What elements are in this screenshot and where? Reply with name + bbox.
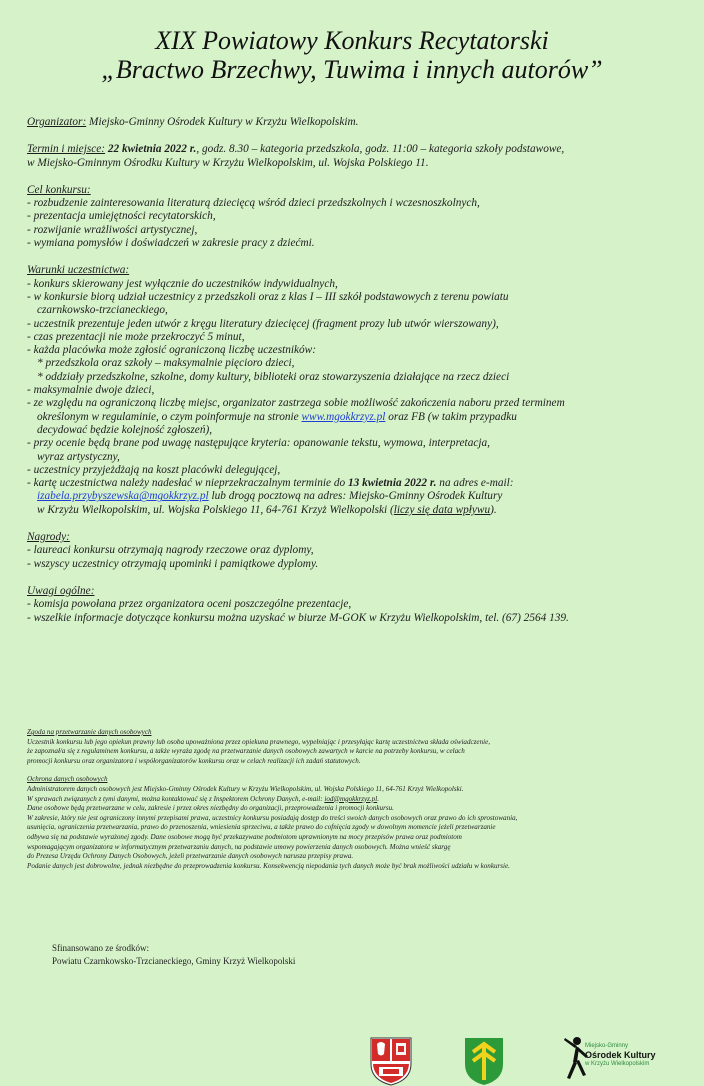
protection-line: Dane osobowe będą przetwarzane w celu, zakresie i przez okres niezbędny do organizacji, przeprowadzenia i promocji konkursu. [27, 804, 394, 813]
goal-item: - wymiana pomysłów i doświadczeń w zakresie pracy z dziećmi. [27, 237, 315, 250]
protection-heading: Ochrona danych osobowych [27, 775, 108, 784]
condition-line: * przedszkola oraz szkoły – maksymalnie pięcioro dzieci, [37, 357, 295, 370]
condition-line: w Krzyżu Wielkopolskim, ul. Wojska Polskiego 11, 64-761 Krzyż Wielkopolski ( [37, 503, 394, 516]
conditions-section [27, 264, 692, 517]
protection-line: usunięcia, ograniczenia przetwarzania, prawo do przenoszenia, wniesienia sprzeciwu, a także prawo do cofnięcia zgody w dowolnym momencie jeżeli przetwarzanie [27, 823, 496, 832]
postmark-note: liczy się data wpływu [393, 503, 491, 516]
consent-line: że zapoznał/a się z regulaminem konkursu, a także wyraża zgodę na przetwarzanie danych osobowych zawartych w karcie na potrzeby konkursu, w celach [27, 747, 465, 756]
title-line-1: XIX Powiatowy Konkurs Recytatorski [155, 26, 549, 55]
funding-note [52, 942, 295, 968]
mgok-logo [563, 1036, 668, 1086]
funding-line-1: Sfinansowano ze środków: [52, 943, 149, 953]
protection-line: Administratorem danych osobowych jest Miejsko-Gminny Ośrodek Kultury w Krzyżu Wielkopolskim, ul. Wojska Polskiego 11, 64-761 Krzyż Wielkopolski. [27, 784, 464, 793]
condition-line: - maksymalnie dwoje dzieci, [27, 384, 155, 397]
iod-email-link[interactable]: iod@mgokkrzyz.pl [324, 794, 378, 803]
condition-line: określonym w regulaminie, o czym poinformuje na stronie [37, 410, 302, 423]
prize-item: - wszyscy uczestnicy otrzymają upominki i pamiątkowe dyplomy. [27, 557, 319, 570]
title-line-2: „Bractwo Brzechwy, Tuwima i innych autorów” [101, 55, 603, 84]
prize-item: - laureaci konkursu otrzymają nagrody rzeczowe oraz dyplomy, [27, 544, 314, 557]
condition-line: - każda placówka może zgłosić ograniczoną liczbę uczestników: [27, 344, 316, 357]
protection-line: do Prezesa Urzędu Ochrony Danych Osobowych, jeżeli przetwarzanie danych osobowych narusza przepisy prawa. [27, 852, 354, 861]
mgok-logo-line-3: w Krzyżu Wielkopolskim [585, 1061, 650, 1067]
mgok-logo-line-1: Miejsko-Gminny [585, 1043, 629, 1049]
condition-line: - ze względu na ograniczoną liczbę miejsc, organizator zastrzega sobie możliwość zakończenia naboru przed terminem [27, 397, 565, 410]
term-rest: , godz. 8.30 – kategoria przedszkola, godz. 11:00 – kategoria szkoły podstawowe, [196, 143, 565, 156]
condition-line: - przy ocenie będą brane pod uwagę następujące kryteria: opanowanie tekstu, wymowa, interpretacja, [27, 437, 490, 450]
municipality-coat-of-arms-logo [463, 1036, 505, 1086]
general-heading: Uwagi ogólne: [27, 584, 95, 597]
county-coat-of-arms-logo [369, 1036, 413, 1086]
goal-item: - prezentacja umiejętności recytatorskich, [27, 210, 216, 223]
term-label: Termin i miejsce: [27, 143, 106, 156]
mgok-logo-line-2: Ośrodek Kultury [585, 1050, 656, 1060]
conditions-heading: Warunki uczestnictwa: [27, 264, 130, 277]
condition-line: - uczestnik prezentuje jeden utwór z kręgu literatury dziecięcej (fragment prozy lub utwór wierszowany), [27, 317, 499, 330]
general-section [27, 585, 692, 625]
funding-line-2: Powiatu Czarnkowsko-Trzcianeckiego, Gminy Krzyż Wielkopolski [52, 956, 296, 966]
consent-line: Uczestnik konkursu lub jego opiekun prawny lub osoba upoważniona przez opiekuna prawnego, wypełniając i przesyłając kartę uczestnictwa składa oświadczenie, [27, 737, 491, 746]
deadline-date: 13 kwietnia 2022 r. [347, 477, 437, 490]
condition-line: - uczestnicy przyjeżdżają na koszt placówki delegującej, [27, 463, 281, 476]
protection-line: W sprawach związanych z tymi danymi, można kontaktować się z Inspektorem Ochrony Danych, e-mail: [27, 794, 325, 803]
organizer-section [27, 116, 692, 129]
condition-line: ). [490, 503, 497, 516]
term-section [27, 143, 692, 170]
organizer-text: Miejsko-Gminny Ośrodek Kultury w Krzyżu Wielkopolskim. [86, 116, 359, 128]
goal-item: - rozwijanie wrażliwości artystycznej, [27, 223, 198, 236]
condition-line: czarnkowsko-trzcianeckiego, [37, 304, 168, 317]
main-content [27, 116, 692, 639]
consent-line: promocji konkursu oraz organizatora i współorganizatorów konkursu oraz w celach realizacji ich zadań statutowych. [27, 756, 361, 765]
term-date: 22 kwietnia 2022 r. [107, 143, 197, 156]
condition-line: * oddziały przedszkolne, szkolne, domy kultury, biblioteki oraz stowarzyszenia działające na rzecz dzieci [37, 370, 510, 383]
consent-heading: Zgoda na przetwarzanie danych osobowych [27, 728, 152, 736]
condition-line: wyraz artystyczny, [37, 450, 120, 463]
condition-line: decydować będzie kolejność zgłoszeń), [37, 423, 213, 436]
protection-line: wspomagającym organizatora w informatycznym przetwarzaniu danych, na podstawie umowy powierzenia danych osobowych. Można wnieść skargę [27, 842, 451, 851]
goal-section [27, 184, 692, 250]
protection-line: Podanie danych jest dobrowolne, jednak niezbędne do przeprowadzenia konkursu. Konsekwencją niepodania tych danych może być brak możliwości udziału w konkursie. [27, 861, 510, 870]
condition-line: oraz FB (w takim przypadku [385, 410, 517, 423]
email-link[interactable]: izabela.przybyszewska@mgokkrzyz.pl [37, 490, 209, 503]
condition-line: - czas prezentacji nie może przekroczyć 5 minut, [27, 330, 245, 343]
condition-line: lub drogą pocztową na adres: Miejsko-Gminny Ośrodek Kultury [208, 490, 503, 503]
protection-line: odbywa się na podstawie wyrażonej zgody. Dane osobowe mogą być przekazywane podmiotom uprawnionym na mocy przepisów prawa oraz podmiotom [27, 832, 462, 841]
goal-item: - rozbudzenie zainteresowania literaturą dziecięcą wśród dzieci przedszkolnych i wczesnoszkolnych, [27, 197, 480, 210]
general-item: - wszelkie informacje dotyczące konkursu można uzyskać w biurze M-GOK w Krzyżu Wielkopolskim, tel. (67) 2564 139. [27, 611, 569, 624]
protection-line: . [377, 794, 379, 803]
condition-line: - konkurs skierowany jest wyłącznie do uczestników indywidualnych, [27, 277, 338, 290]
website-link[interactable]: www.mgokkrzyz.pl [301, 410, 386, 423]
prizes-section [27, 531, 692, 571]
general-item: - komisja powołana przez organizatora oceni poszczególne prezentacje, [27, 598, 352, 611]
prizes-heading: Nagrody: [27, 531, 70, 544]
legal-notes [27, 728, 677, 871]
organizer-label: Organizator: [27, 116, 87, 128]
term-place: w Miejsko-Gminnym Ośrodku Kultury w Krzyżu Wielkopolskim, ul. Wojska Polskiego 11. [27, 156, 429, 169]
page-title [0, 26, 704, 84]
condition-line: - w konkursie biorą udział uczestnicy z przedszkoli oraz z klas I – III szkół podstawowych z terenu powiatu [27, 290, 509, 303]
protection-line: W zakresie, który nie jest ograniczony innymi przepisami prawa, uczestnicy konkursu posiadają dostęp do treści swoich danych osobowych oraz prawo do ich sprostowania, [27, 813, 518, 822]
condition-line: - kartę uczestnictwa należy nadesłać w nieprzekraczalnym terminie do [27, 477, 348, 490]
condition-line: na adres e-mail: [436, 477, 514, 490]
goal-heading: Cel konkursu: [27, 183, 91, 196]
